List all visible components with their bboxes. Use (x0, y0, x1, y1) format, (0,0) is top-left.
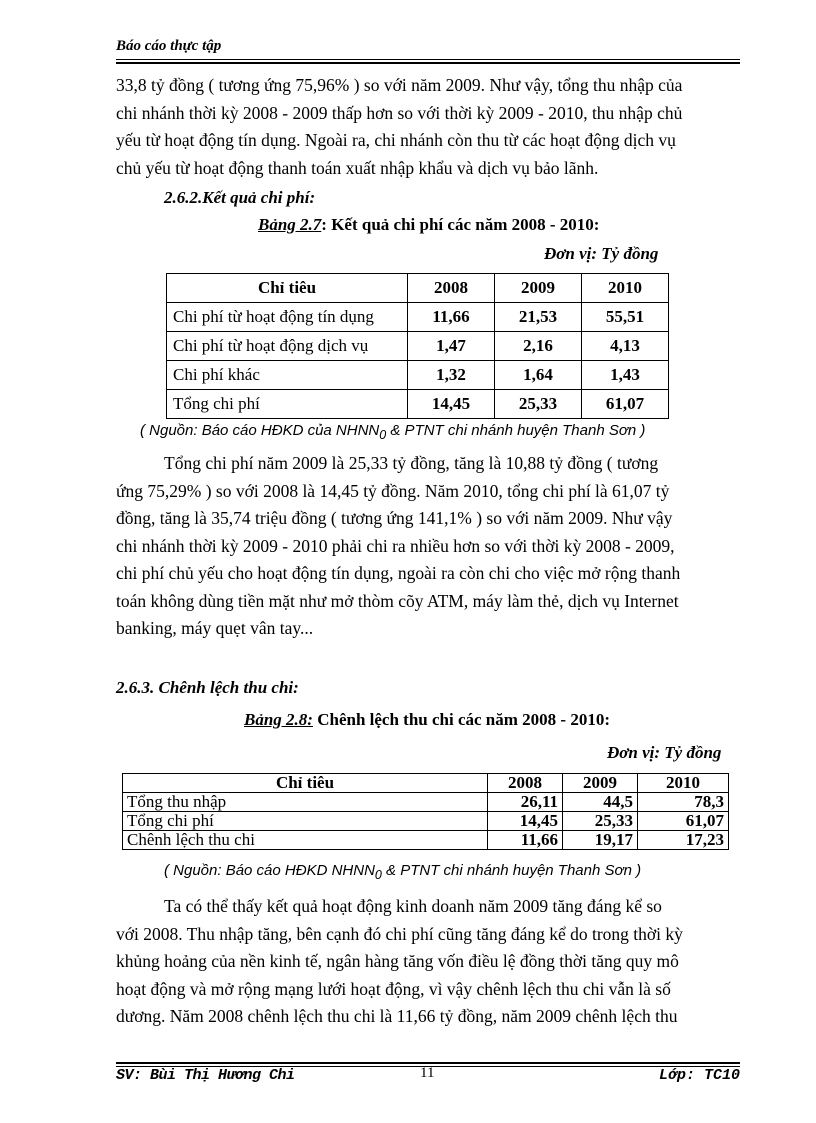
source-tail: & PTNT chi nhánh huyện Thanh Sơn ) (386, 422, 646, 439)
col-header-2008: 2008 (408, 274, 495, 303)
text-line: toán không dùng tiền mặt như mở thòm cõy ATM, máy làm thẻ, dịch vụ Internet (116, 590, 679, 611)
table-row (167, 390, 669, 419)
paragraph-income-summary (116, 72, 740, 182)
row-label: Chi phí từ hoạt động dịch vụ (167, 332, 408, 361)
table-row (167, 332, 669, 361)
table-2-8-title: Chênh lệch thu chi các năm 2008 - 2010: (312, 710, 610, 729)
paragraph-cost-analysis (116, 450, 740, 643)
table-2-8-unit: Đơn vị: Tỷ đồng (607, 743, 722, 762)
section-heading-2-6-2: 2.6.2.Kết quả chi phí: (164, 188, 316, 207)
cell-2008: 14,45 (408, 390, 495, 419)
col-header-2010: 2010 (582, 274, 669, 303)
text-line: 33,8 tỷ đồng ( tương ứng 75,96% ) so với năm 2009. Như vậy, tổng thu nhập của (116, 75, 683, 95)
text-line: Tổng chi phí năm 2009 là 25,33 tỷ đồng, tăng là 10,88 tỷ đồng ( tương (164, 453, 659, 473)
table-2-7-unit: Đơn vị: Tỷ đồng (544, 244, 659, 263)
col-header-2008: 2008 (488, 774, 563, 793)
col-header-indicator: Chỉ tiêu (123, 774, 488, 793)
table-2-8-label: Bảng 2.8: (244, 710, 313, 729)
cell-2009: 25,33 (495, 390, 582, 419)
table-2-7-caption (258, 215, 599, 235)
table-row (123, 793, 729, 812)
table-header-row (167, 274, 669, 303)
cell-2008: 26,11 (488, 793, 563, 812)
source-subscript: 0 (374, 868, 382, 882)
cell-2009: 2,16 (495, 332, 582, 361)
text-line: chi nhánh thời kỳ 2008 - 2009 thấp hơn so với thời kỳ 2009 - 2010, thu nhập chủ (116, 102, 683, 123)
source-text: ( Nguồn: Báo cáo HĐKD của NHNN (140, 422, 380, 439)
table-row (167, 303, 669, 332)
cell-2010: 61,07 (638, 812, 729, 831)
col-header-2009: 2009 (563, 774, 638, 793)
cell-2009: 1,64 (495, 361, 582, 390)
source-text: ( Nguồn: Báo cáo HĐKD NHNN (164, 862, 375, 879)
cell-2010: 4,13 (582, 332, 669, 361)
row-label: Tổng thu nhập (123, 793, 488, 812)
footer-rule-thick (116, 1062, 740, 1064)
text-line: chi nhánh thời kỳ 2009 - 2010 phải chi ra nhiều hơn so với thời kỳ 2008 - 2009, (116, 535, 675, 556)
footer-student-name: SV: Bùi Thị Hương Chi (116, 1067, 295, 1084)
cell-2010: 17,23 (638, 831, 729, 850)
cell-2009: 44,5 (563, 793, 638, 812)
cell-2008: 1,47 (408, 332, 495, 361)
col-header-2010: 2010 (638, 774, 729, 793)
cell-2010: 1,43 (582, 361, 669, 390)
header-rule-thick (116, 62, 740, 64)
header-rule (116, 59, 740, 60)
source-subscript: 0 (379, 428, 387, 442)
col-header-indicator: Chỉ tiêu (167, 274, 408, 303)
row-label: Chi phí khác (167, 361, 408, 390)
table-2-8-caption (244, 710, 610, 730)
row-label: Tổng chi phí (167, 390, 408, 419)
page-header-title: Báo cáo thực tập (116, 38, 222, 54)
table-row (123, 812, 729, 831)
table-2-8-balance (122, 773, 729, 850)
cell-2008: 1,32 (408, 361, 495, 390)
col-header-2009: 2009 (495, 274, 582, 303)
cell-2008: 14,45 (488, 812, 563, 831)
table-row (167, 361, 669, 390)
cell-2009: 21,53 (495, 303, 582, 332)
text-line: hoạt động và mở rộng mạng lưới hoạt động, vì vậy chênh lệch thu chi vẫn là số (116, 978, 671, 999)
source-tail: & PTNT chi nhánh huyện Thanh Sơn ) (381, 862, 642, 879)
row-label: Tổng chi phí (123, 812, 488, 831)
paragraph-balance-analysis (116, 893, 740, 1031)
table-2-7-source (140, 422, 645, 442)
table-row (123, 831, 729, 850)
table-2-7-label: Bảng 2.7 (258, 215, 322, 234)
text-line: đồng, tăng là 35,74 triệu đồng ( tương ứng 141,1% ) so với năm 2009. Như vậy (116, 508, 673, 528)
footer-class: Lớp: TC10 (658, 1067, 740, 1084)
text-line: banking, máy quẹt vân tay... (116, 618, 314, 638)
row-label: Chi phí từ hoạt động tín dụng (167, 303, 408, 332)
text-line: chủ yếu từ hoạt động thanh toán xuất nhập khẩu và dịch vụ bảo lãnh. (116, 157, 599, 178)
text-line: chi phí chủ yếu cho hoạt động tín dụng, ngoài ra còn chi cho việc mở rộng thanh (116, 563, 681, 583)
text-line: dương. Năm 2008 chênh lệch thu chi là 11,66 tỷ đồng, năm 2009 chênh lệch thu (116, 1006, 678, 1026)
row-label: Chênh lệch thu chi (123, 831, 488, 850)
cell-2009: 19,17 (563, 831, 638, 850)
section-heading-2-6-3: 2.6.3. Chênh lệch thu chi: (116, 678, 299, 697)
table-2-7-costs (166, 273, 669, 419)
table-header-row (123, 774, 729, 793)
table-2-7-title: : Kết quả chi phí các năm 2008 - 2010: (321, 215, 600, 234)
cell-2010: 55,51 (582, 303, 669, 332)
cell-2009: 25,33 (563, 812, 638, 831)
text-line: khủng hoảng của nền kinh tế, ngân hàng tăng vốn điều lệ đồng thời tăng quy mô (116, 951, 679, 971)
text-line: yếu từ hoạt động tín dụng. Ngoài ra, chi nhánh còn thu từ các hoạt động dịch vụ (116, 130, 676, 150)
page-number: 11 (420, 1065, 435, 1081)
text-line: Ta có thể thấy kết quả hoạt động kinh doanh năm 2009 tăng đáng kể so (164, 896, 662, 916)
text-line: ứng 75,29% ) so với 2008 là 14,45 tỷ đồng. Năm 2010, tổng chi phí là 61,07 tỷ (116, 480, 670, 501)
text-line: với 2008. Thu nhập tăng, bên cạnh đó chi phí cũng tăng đáng kể do trong thời kỳ (116, 923, 683, 944)
cell-2008: 11,66 (488, 831, 563, 850)
cell-2010: 61,07 (582, 390, 669, 419)
table-2-8-source (164, 862, 641, 882)
cell-2010: 78,3 (638, 793, 729, 812)
cell-2008: 11,66 (408, 303, 495, 332)
